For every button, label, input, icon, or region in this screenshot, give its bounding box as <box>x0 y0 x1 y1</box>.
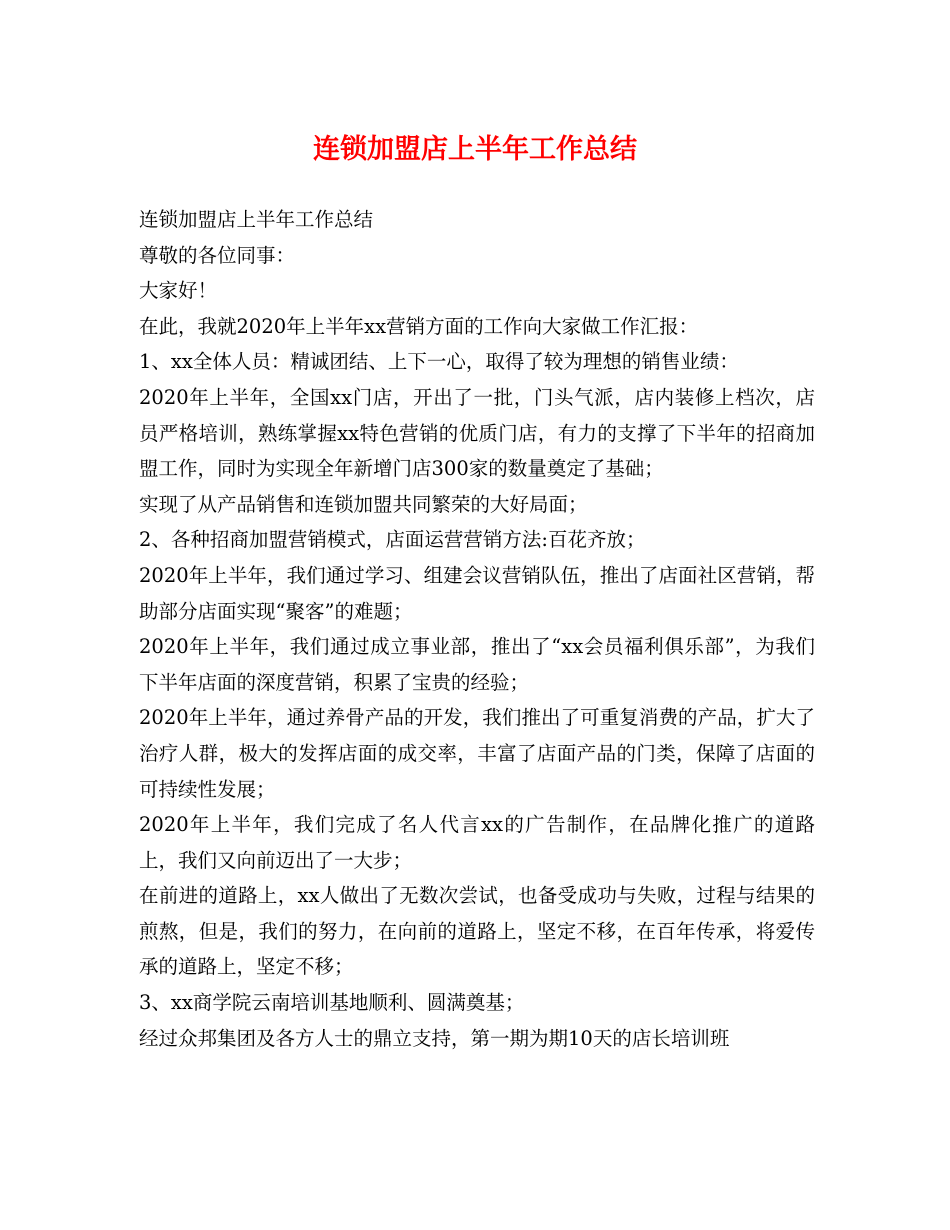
paragraph: 2020年上半年，我们通过学习、组建会议营销队伍，推出了店面社区营销，帮助部分店面实现“聚客”的难题； <box>139 563 815 623</box>
paragraph-greeting: 大家好！ <box>139 279 218 303</box>
paragraph: 经过众邦集团及各方人士的鼎立支持，第一期为期10天的店长培训班 <box>139 1026 730 1050</box>
paragraph-section-2: 2、各种招商加盟营销模式，店面运营营销方法:百花齐放； <box>139 528 646 552</box>
paragraph: 2020年上半年，通过养骨产品的开发，我们推出了可重复消费的产品，扩大了治疗人群，极大的发挥店面的成交率，丰富了店面产品的门类，保障了店面的可持续性发展； <box>139 706 815 801</box>
paragraph-section-1: 1、xx全体人员：精诚团结、上下一心，取得了较为理想的销售业绩： <box>139 350 739 374</box>
paragraph: 在前进的道路上，xx人做出了无数次尝试，也备受成功与失败，过程与结果的煎熬，但是，我们的努力，在向前的道路上，坚定不移，在百年传承，将爱传承的道路上，坚定不移； <box>139 884 815 979</box>
paragraph-heading: 连锁加盟店上半年工作总结 <box>139 208 374 231</box>
paragraph: 2020年上半年，我们通过成立事业部，推出了“xx会员福利俱乐部”，为我们下半年店面的深度营销，积累了宝贵的经验； <box>139 635 815 694</box>
document-body <box>139 202 815 1056</box>
paragraph: 2020年上半年，全国xx门店，开出了一批，门头气派，店内装修上档次，店员严格培训，熟练掌握xx特色营销的优质门店，有力的支撑了下半年的招商加盟工作，同时为实现全年新增门店300家的数量奠定了基础； <box>139 385 815 481</box>
paragraph-salutation: 尊敬的各位同事： <box>139 243 296 267</box>
paragraph: 2020年上半年，我们完成了名人代言xx的广告制作，在品牌化推广的道路上，我们又向前迈出了一大步； <box>139 813 815 872</box>
paragraph-intro: 在此，我就2020年上半年xx营销方面的工作向大家做工作汇报： <box>139 314 699 338</box>
paragraph: 实现了从产品销售和连锁加盟共同繁荣的大好局面； <box>139 492 588 516</box>
paragraph-section-3: 3、xx商学院云南培训基地顺利、圆满奠基； <box>139 991 525 1015</box>
document-title: 连锁加盟店上半年工作总结 <box>313 134 637 165</box>
